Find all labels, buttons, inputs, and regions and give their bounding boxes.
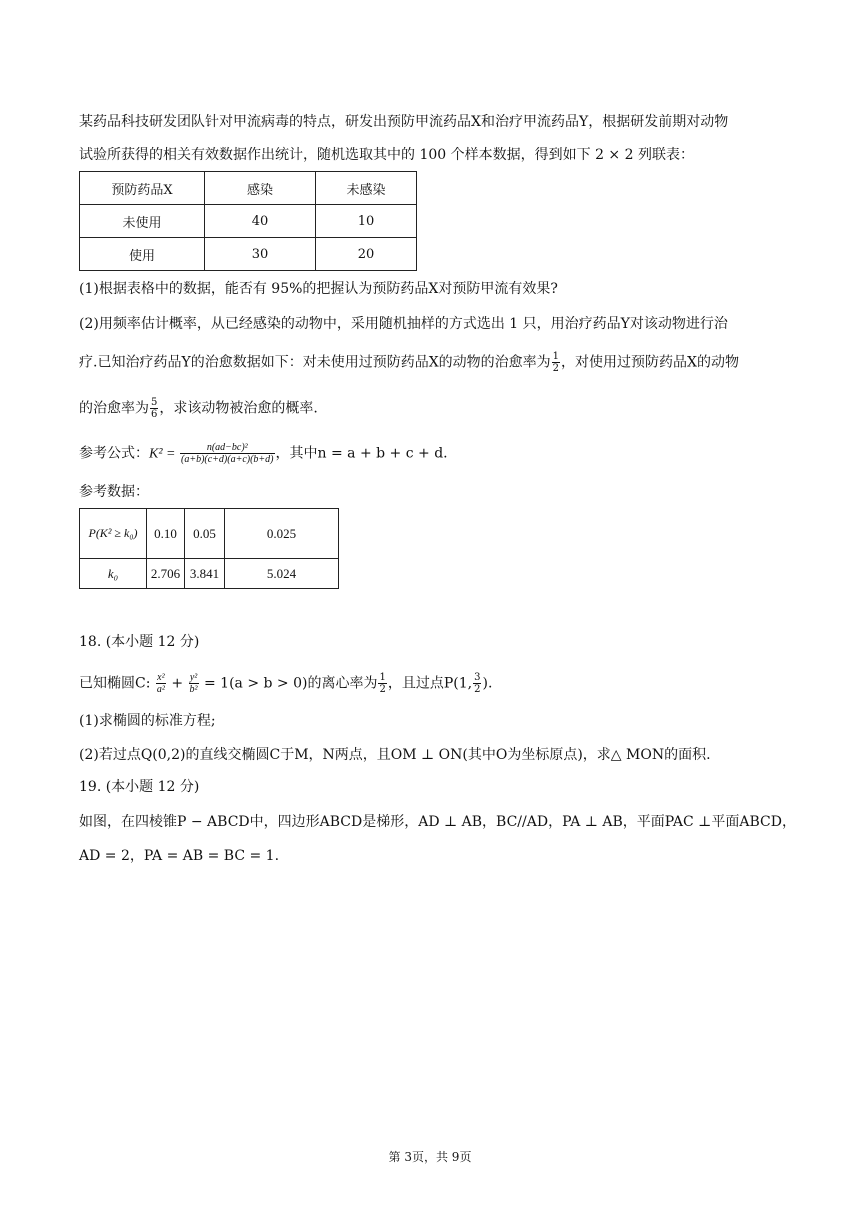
table-cell: 3.841 (185, 559, 225, 589)
q19-title: 19. (本小题 12 分) (79, 779, 200, 795)
reference-data-table (79, 508, 339, 589)
table-cell: 0.10 (147, 509, 185, 559)
table-header-cell: P(K² ≥ k₀) (80, 509, 147, 559)
table-cell: 未使用 (80, 205, 205, 238)
formula-label: 参考公式： (79, 445, 149, 462)
fraction: $\frac{1}{2}$ (379, 672, 386, 695)
table-header-cell: 感染 (205, 172, 316, 205)
formula-fraction: $\frac{\text{n(ad−bc)²}}{(a+b)(c+d)(a+c)(b+d)}$ (180, 442, 274, 465)
table-header-cell: k₀ (80, 559, 147, 589)
intro-line-2: 试验所获得的相关有效数据作出统计，随机选取其中的 100 个样本数据，得到如下 2 × 2 列联表： (79, 147, 694, 163)
text: 的治愈率为 (79, 400, 149, 417)
fraction: $\frac{\text{x²}}{\text{a²}}$ (156, 672, 165, 695)
text: ，对使用过预防药品X的动物 (561, 354, 740, 371)
table-cell: 20 (316, 238, 417, 271)
table-cell: 2.706 (147, 559, 185, 589)
table-cell: 10 (316, 205, 417, 238)
q18-stem (79, 672, 492, 695)
formula-lhs: K² = (149, 446, 179, 462)
fraction: $\frac{3}{2}$ (474, 672, 481, 695)
fraction: $\frac{\text{y²}}{\text{b²}}$ (189, 672, 198, 695)
text: ). (482, 675, 493, 692)
table-header-cell: 未感染 (316, 172, 417, 205)
reference-data-label: 参考数据： (79, 484, 149, 500)
table-cell: 40 (205, 205, 316, 238)
text: ，且过点P(1, (387, 675, 473, 692)
q17-part-2-line-3 (79, 397, 318, 420)
q17-part-1: (1)根据表格中的数据，能否有 95%的把握认为预防药品X对预防甲流有效果? (79, 281, 558, 297)
table-cell: 30 (205, 238, 316, 271)
q19-line-2: AD = 2，PA = AB = BC = 1. (79, 848, 280, 864)
contingency-table (79, 171, 417, 271)
table-cell: 5.024 (225, 559, 339, 589)
fraction: $\frac{1}{2}$ (552, 351, 560, 374)
table-cell: 使用 (80, 238, 205, 271)
table-header-cell: 预防药品X (80, 172, 205, 205)
text: + (166, 675, 188, 692)
text: = 1(a > b > 0)的离心率为 (199, 675, 378, 692)
q18-title: 18. (本小题 12 分) (79, 634, 200, 650)
q17-part-2-line-1: (2)用频率估计概率，从已经感染的动物中，采用随机抽样的方式选出 1 只，用治疗药品Y对该动物进行治 (79, 316, 728, 332)
q17-part-2-line-2 (79, 351, 739, 374)
page-footer: 第 3页，共 9页 (388, 1150, 472, 1164)
formula-tail: ，其中n = a + b + c + d. (275, 445, 448, 462)
fraction: $\frac{5}{6}$ (151, 397, 158, 420)
q18-part-1: (1)求椭圆的标准方程; (79, 713, 216, 729)
reference-formula (79, 442, 448, 465)
table-cell: 0.025 (225, 509, 339, 559)
text: ，求该动物被治愈的概率. (159, 400, 318, 417)
intro-line-1: 某药品科技研发团队针对甲流病毒的特点，研发出预防甲流药品X和治疗甲流药品Y，根据研发前期对动物 (79, 114, 729, 130)
table-cell: 0.05 (185, 509, 225, 559)
q18-part-2: (2)若过点Q(0,2)的直线交椭圆C于M，N两点，且OM ⊥ ON(其中O为坐标原点)，求△ MON的面积. (79, 747, 711, 763)
q19-line-1: 如图，在四棱锥P − ABCD中，四边形ABCD是梯形，AD ⊥ AB，BC//AD，PA ⊥ AB，平面PAC ⊥平面ABCD， (79, 814, 796, 830)
text: 疗.已知治疗药品Y的治愈数据如下：对未使用过预防药品X的动物的治愈率为 (79, 354, 551, 371)
text: 已知椭圆C: (79, 675, 155, 692)
